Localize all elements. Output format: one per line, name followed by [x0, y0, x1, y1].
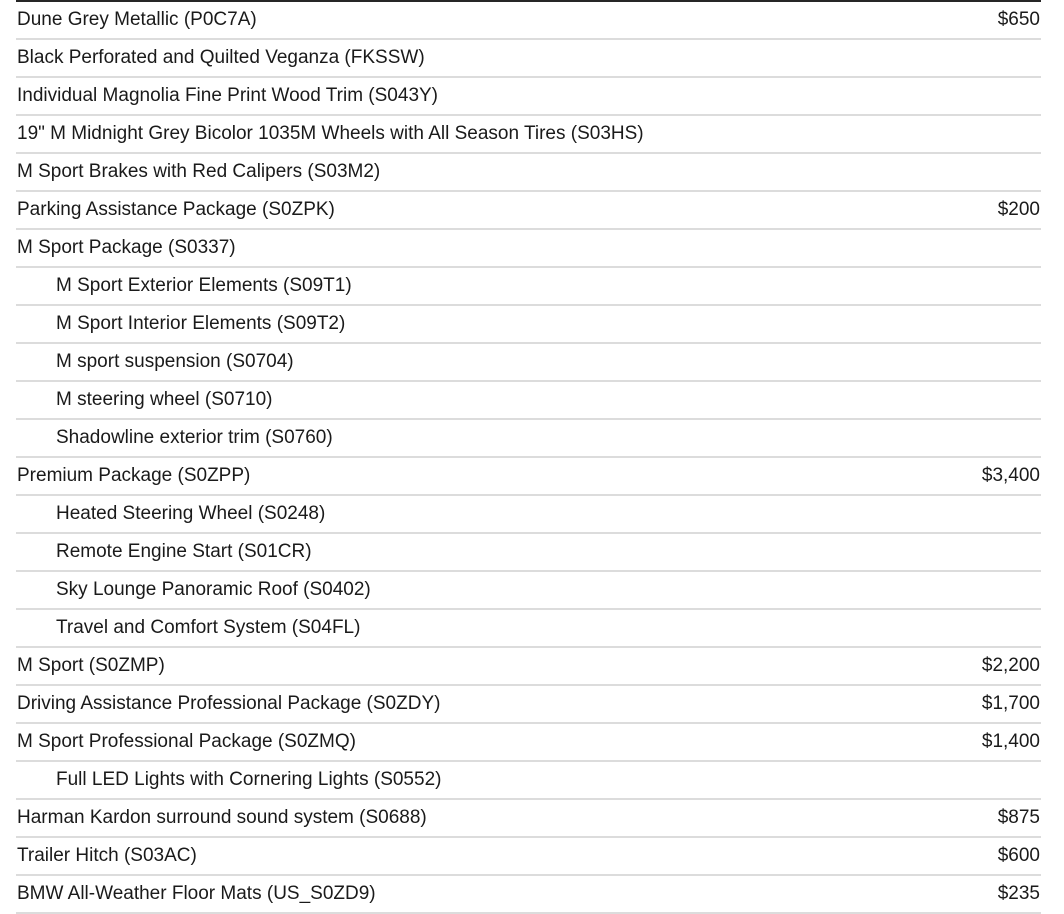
option-name: Shadowline exterior trim (S0760) [56, 427, 333, 448]
option-price: $235 [997, 883, 1040, 904]
option-name: M steering wheel (S0710) [56, 389, 273, 410]
option-name: Heated Steering Wheel (S0248) [56, 503, 326, 524]
package-item-row [16, 534, 1041, 572]
package-item-row [16, 420, 1041, 458]
option-price: $875 [997, 807, 1040, 828]
option-row [16, 78, 1041, 116]
option-name: M Sport Exterior Elements (S09T1) [56, 275, 352, 296]
package-item-row [16, 382, 1041, 420]
option-name: Trailer Hitch (S03AC) [17, 845, 197, 866]
option-row [16, 876, 1041, 914]
package-item-row [16, 268, 1041, 306]
option-name: Driving Assistance Professional Package (S0ZDY) [17, 693, 441, 714]
option-name: Premium Package (S0ZPP) [17, 465, 251, 486]
option-name: M Sport Interior Elements (S09T2) [56, 313, 346, 334]
option-price: $650 [997, 9, 1040, 30]
option-price: $2,200 [981, 655, 1040, 676]
option-name: Harman Kardon surround sound system (S0688) [17, 807, 427, 828]
option-name: Travel and Comfort System (S04FL) [56, 617, 361, 638]
option-row [16, 838, 1041, 876]
package-item-row [16, 344, 1041, 382]
option-row [16, 230, 1041, 268]
option-name: Sky Lounge Panoramic Roof (S0402) [56, 579, 371, 600]
option-name: BMW All-Weather Floor Mats (US_S0ZD9) [17, 883, 376, 904]
option-price: $1,700 [981, 693, 1040, 714]
option-row [16, 800, 1041, 838]
option-name: M Sport Package (S0337) [17, 237, 236, 258]
option-name: Dune Grey Metallic (P0C7A) [17, 9, 257, 30]
package-item-row [16, 610, 1041, 648]
options-list [16, 0, 1041, 914]
option-row [16, 154, 1041, 192]
package-item-row [16, 762, 1041, 800]
option-price: $1,400 [981, 731, 1040, 752]
option-name: 19" M Midnight Grey Bicolor 1035M Wheels with All Season Tires (S03HS) [17, 123, 644, 144]
option-row [16, 192, 1041, 230]
option-name: Individual Magnolia Fine Print Wood Trim (S043Y) [17, 85, 439, 106]
option-row [16, 2, 1041, 40]
package-item-row [16, 572, 1041, 610]
option-row [16, 458, 1041, 496]
option-row [16, 724, 1041, 762]
option-name: M Sport (S0ZMP) [17, 655, 165, 676]
option-name: Parking Assistance Package (S0ZPK) [17, 199, 335, 220]
option-row [16, 648, 1041, 686]
option-row [16, 40, 1041, 78]
option-name: Black Perforated and Quilted Veganza (FKSSW) [17, 47, 425, 68]
option-price: $3,400 [981, 465, 1040, 486]
option-row [16, 116, 1041, 154]
option-name: M Sport Brakes with Red Calipers (S03M2) [17, 161, 381, 182]
option-price: $600 [997, 845, 1040, 866]
option-name: M Sport Professional Package (S0ZMQ) [17, 731, 356, 752]
option-price: $200 [997, 199, 1040, 220]
package-item-row [16, 306, 1041, 344]
package-item-row [16, 496, 1041, 534]
option-name: Full LED Lights with Cornering Lights (S0552) [56, 769, 442, 790]
option-name: Remote Engine Start (S01CR) [56, 541, 312, 562]
option-name: M sport suspension (S0704) [56, 351, 294, 372]
option-row [16, 686, 1041, 724]
